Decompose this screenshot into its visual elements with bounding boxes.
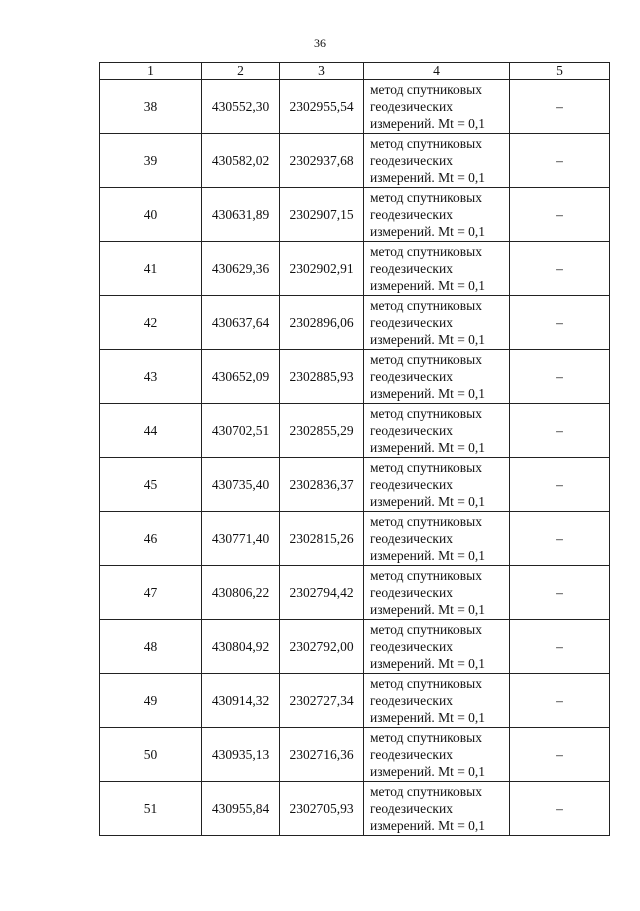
method-line-1: метод спутниковых — [370, 730, 482, 745]
method-line-1: метод спутниковых — [370, 568, 482, 583]
point-number-cell: 45 — [100, 458, 202, 512]
table-row — [100, 350, 610, 404]
point-number-cell: 39 — [100, 134, 202, 188]
header-col-5: 5 — [510, 63, 610, 80]
point-number-cell: 47 — [100, 566, 202, 620]
y-coordinate-cell: 2302794,42 — [280, 566, 364, 620]
table-row — [100, 566, 610, 620]
column-5-cell: – — [510, 404, 610, 458]
y-coordinate-cell: 2302902,91 — [280, 242, 364, 296]
method-line-1: метод спутниковых — [370, 676, 482, 691]
method-line-3: измерений. Mt = 0,1 — [370, 656, 486, 671]
method-line-3: измерений. Mt = 0,1 — [370, 386, 486, 401]
x-coordinate-cell: 430735,40 — [202, 458, 280, 512]
column-5-cell: – — [510, 782, 610, 836]
method-line-2: геодезических — [370, 693, 453, 708]
column-5-cell: – — [510, 296, 610, 350]
method-cell — [364, 782, 510, 836]
point-number-cell: 42 — [100, 296, 202, 350]
header-col-1: 1 — [100, 63, 202, 80]
point-number-cell: 40 — [100, 188, 202, 242]
method-cell — [364, 674, 510, 728]
y-coordinate-cell: 2302885,93 — [280, 350, 364, 404]
y-coordinate-cell: 2302896,06 — [280, 296, 364, 350]
x-coordinate-cell: 430955,84 — [202, 782, 280, 836]
table-row — [100, 134, 610, 188]
method-cell — [364, 458, 510, 512]
method-cell — [364, 80, 510, 134]
column-5-cell: – — [510, 566, 610, 620]
table-row — [100, 512, 610, 566]
header-col-4: 4 — [364, 63, 510, 80]
method-line-3: измерений. Mt = 0,1 — [370, 764, 486, 779]
method-line-3: измерений. Mt = 0,1 — [370, 602, 486, 617]
method-line-2: геодезических — [370, 153, 453, 168]
point-number-cell: 44 — [100, 404, 202, 458]
table-row — [100, 296, 610, 350]
method-cell — [364, 188, 510, 242]
method-line-2: геодезических — [370, 747, 453, 762]
x-coordinate-cell: 430702,51 — [202, 404, 280, 458]
table-row — [100, 458, 610, 512]
method-line-1: метод спутниковых — [370, 784, 482, 799]
method-cell — [364, 350, 510, 404]
y-coordinate-cell: 2302705,93 — [280, 782, 364, 836]
method-line-2: геодезических — [370, 315, 453, 330]
method-line-2: геодезических — [370, 207, 453, 222]
method-cell — [364, 728, 510, 782]
method-line-3: измерений. Mt = 0,1 — [370, 494, 486, 509]
x-coordinate-cell: 430806,22 — [202, 566, 280, 620]
table-row — [100, 728, 610, 782]
table-row — [100, 80, 610, 134]
method-line-2: геодезических — [370, 261, 453, 276]
x-coordinate-cell: 430771,40 — [202, 512, 280, 566]
page-number: 36 — [314, 36, 326, 50]
method-line-3: измерений. Mt = 0,1 — [370, 116, 486, 131]
x-coordinate-cell: 430552,30 — [202, 80, 280, 134]
y-coordinate-cell: 2302792,00 — [280, 620, 364, 674]
point-number-cell: 43 — [100, 350, 202, 404]
method-line-1: метод спутниковых — [370, 406, 482, 421]
column-5-cell: – — [510, 134, 610, 188]
method-line-2: геодезических — [370, 477, 453, 492]
header-col-3: 3 — [280, 63, 364, 80]
method-line-2: геодезических — [370, 531, 453, 546]
y-coordinate-cell: 2302727,34 — [280, 674, 364, 728]
column-5-cell: – — [510, 242, 610, 296]
x-coordinate-cell: 430582,02 — [202, 134, 280, 188]
point-number-cell: 38 — [100, 80, 202, 134]
method-line-1: метод спутниковых — [370, 352, 482, 367]
method-line-1: метод спутниковых — [370, 298, 482, 313]
x-coordinate-cell: 430935,13 — [202, 728, 280, 782]
x-coordinate-cell: 430629,36 — [202, 242, 280, 296]
method-line-1: метод спутниковых — [370, 82, 482, 97]
table-header-row — [100, 63, 610, 80]
table-row — [100, 188, 610, 242]
method-line-3: измерений. Mt = 0,1 — [370, 170, 486, 185]
y-coordinate-cell: 2302716,36 — [280, 728, 364, 782]
column-5-cell: – — [510, 350, 610, 404]
point-number-cell: 46 — [100, 512, 202, 566]
method-line-3: измерений. Mt = 0,1 — [370, 278, 486, 293]
y-coordinate-cell: 2302907,15 — [280, 188, 364, 242]
method-line-1: метод спутниковых — [370, 514, 482, 529]
table-row — [100, 782, 610, 836]
point-number-cell: 49 — [100, 674, 202, 728]
method-cell — [364, 566, 510, 620]
table-row — [100, 620, 610, 674]
column-5-cell: – — [510, 620, 610, 674]
method-line-1: метод спутниковых — [370, 460, 482, 475]
x-coordinate-cell: 430652,09 — [202, 350, 280, 404]
method-line-2: геодезических — [370, 585, 453, 600]
method-line-1: метод спутниковых — [370, 244, 482, 259]
x-coordinate-cell: 430631,89 — [202, 188, 280, 242]
point-number-cell: 48 — [100, 620, 202, 674]
header-col-2: 2 — [202, 63, 280, 80]
method-line-3: измерений. Mt = 0,1 — [370, 332, 486, 347]
method-cell — [364, 242, 510, 296]
y-coordinate-cell: 2302836,37 — [280, 458, 364, 512]
column-5-cell: – — [510, 458, 610, 512]
point-number-cell: 50 — [100, 728, 202, 782]
method-line-2: геодезических — [370, 99, 453, 114]
method-cell — [364, 296, 510, 350]
y-coordinate-cell: 2302937,68 — [280, 134, 364, 188]
point-number-cell: 41 — [100, 242, 202, 296]
y-coordinate-cell: 2302815,26 — [280, 512, 364, 566]
method-cell — [364, 620, 510, 674]
y-coordinate-cell: 2302955,54 — [280, 80, 364, 134]
x-coordinate-cell: 430804,92 — [202, 620, 280, 674]
table-row — [100, 674, 610, 728]
table-row — [100, 404, 610, 458]
table-row — [100, 242, 610, 296]
point-number-cell: 51 — [100, 782, 202, 836]
method-line-3: измерений. Mt = 0,1 — [370, 548, 486, 563]
table-body — [100, 80, 610, 836]
y-coordinate-cell: 2302855,29 — [280, 404, 364, 458]
method-line-1: метод спутниковых — [370, 622, 482, 637]
method-cell — [364, 512, 510, 566]
column-5-cell: – — [510, 80, 610, 134]
method-line-2: геодезических — [370, 423, 453, 438]
method-line-1: метод спутниковых — [370, 190, 482, 205]
method-line-1: метод спутниковых — [370, 136, 482, 151]
method-line-3: измерений. Mt = 0,1 — [370, 710, 486, 725]
column-5-cell: – — [510, 674, 610, 728]
method-line-3: измерений. Mt = 0,1 — [370, 440, 486, 455]
method-cell — [364, 404, 510, 458]
column-5-cell: – — [510, 188, 610, 242]
method-line-3: измерений. Mt = 0,1 — [370, 818, 486, 833]
x-coordinate-cell: 430914,32 — [202, 674, 280, 728]
method-line-3: измерений. Mt = 0,1 — [370, 224, 486, 239]
method-line-2: геодезических — [370, 369, 453, 384]
coordinates-table — [99, 62, 610, 836]
column-5-cell: – — [510, 728, 610, 782]
method-line-2: геодезических — [370, 801, 453, 816]
method-cell — [364, 134, 510, 188]
x-coordinate-cell: 430637,64 — [202, 296, 280, 350]
column-5-cell: – — [510, 512, 610, 566]
method-line-2: геодезических — [370, 639, 453, 654]
